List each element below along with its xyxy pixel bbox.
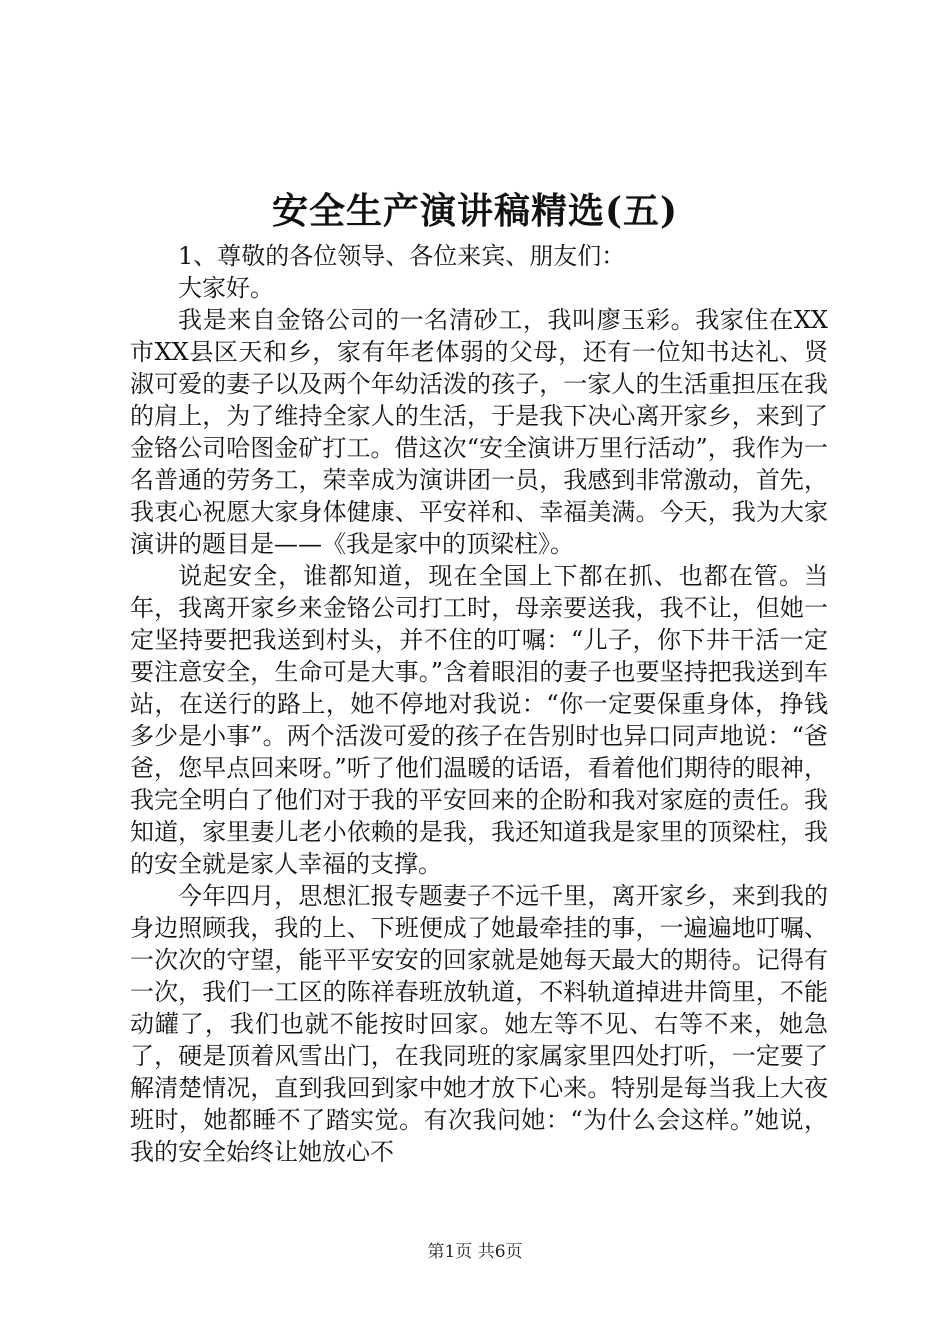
page-number-footer: 第1页 共6页 — [427, 1242, 523, 1262]
paragraph-hello: 大家好。 — [178, 274, 274, 302]
paragraph-greeting: 1、尊敬的各位领导、各位来宾、朋友们： — [178, 242, 626, 270]
paragraph-introduction: 我是来自金铬公司的一名清砂工，我叫廖玉彩。我家住在XX市XX县区天和乡，家有年老体弱的父母，还有一位知书达礼、贤淑可爱的妻子以及两个年幼活泼的孩子，一家人的生活重担压在我的肩上，为了维持全家人的生活，于是我下决心离开家乡，来到了金铬公司哈图金矿打工。借这次“安全演讲万里行活动”，我作为一名普通的劳务工，荣幸成为演讲团一员，我感到非常激动，首先，我衷心祝愿大家身体健康、平安祥和、幸福美满。今天，我为大家演讲的题目是——《我是家中的顶梁柱》。 — [130, 306, 828, 558]
document-body — [130, 240, 828, 1168]
document-title: 安全生产演讲稿精选(五) — [271, 190, 679, 232]
paragraph-wife-care: 今年四月，思想汇报专题妻子不远千里，离开家乡，来到我的身边照顾我，我的上、下班便成了她最牵挂的事，一遍遍地叮嘱、一次次的守望，能平平安安的回家就是她每天最大的期待。记得有一次，我们一工区的陈祥春班放轨道，不料轨道掉进井筒里，不能动罐了，我们也就不能按时回家。她左等不见、右等不来，她急了，硬是顶着风雪出门，在我同班的家属家里四处打听，一定要了解清楚情况，直到我回到家中她才放下心来。特别是每当我上大夜班时，她都睡不了踏实觉。有次我问她：“为什么会这样。”她说，我的安全始终让她放心不 — [130, 882, 828, 1166]
paragraph-safety-family: 说起安全，谁都知道，现在全国上下都在抓、也都在管。当年，我离开家乡来金铬公司打工时，母亲要送我，我不让，但她一定坚持要把我送到村头，并不住的叮嘱：“儿子，你下井干活一定要注意安全，生命可是大事。”含着眼泪的妻子也要坚持把我送到车站，在送行的路上，她不停地对我说：“你一定要保重身体，挣钱多少是小事”。两个活泼可爱的孩子在告别时也异口同声地说：“爸爸，您早点回来呀。”听了他们温暖的话语，看着他们期待的眼神，我完全明白了他们对于我的平安回来的企盼和我对家庭的责任。我知道，家里妻儿老小依赖的是我，我还知道我是家里的顶梁柱，我的安全就是家人幸福的支撑。 — [130, 562, 828, 878]
